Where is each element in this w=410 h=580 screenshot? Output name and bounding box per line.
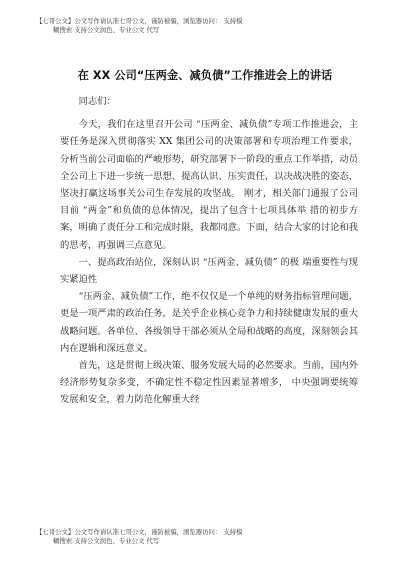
paragraph-significance: “压两金、减负债”工作，绝不仅仅是一个单纯的财务指标管理问题，更是一项严肃的政治任务，是关乎企业核心竞争力和持续健康发展的重大战略问题。各单位、各级领导干部必须从全局和战略的高度，深刻领会其内在逻辑和深远意义。 [60, 291, 358, 354]
paragraph-first-point: 首先，这是贯彻上级决策、服务发展大局的必然要求。当前，国内外经济形势复杂多变，不确定性不稳定性因素显著增多， 中央强调要统筹发展和安全，着力防范化解重大经 [60, 360, 358, 406]
header-note-line-2: 糊搜索 支持公文润色、专业公文 代写 [53, 26, 160, 34]
header-watermark-note [36, 17, 386, 35]
section-heading-1: 一、提高政治站位，深刻认识 “压两金、减负债” 的极 端重要性与现实紧迫性 [60, 256, 358, 286]
footer-note-line-2: 糊搜索 支持公文润色、专业公文 代写 [53, 537, 160, 545]
footer-note-line-1: 【七哥公文】公文写作请认准七哥公文，谨防被骗，浏览器访问： 支持模 [36, 528, 243, 536]
footer-watermark-note [36, 528, 386, 546]
document-title: 在 XX 公司“压两金、减负债”工作推进会上的讲话 [77, 69, 333, 82]
paragraph-opening: 今天，我们在这里召开公司 “压两金、减负债”专项工作推进会，主要任务是深入贯彻落实 XX 集团公司的决策部署和专项治理工作要求，分析当前公司面临的严峻形势，研究部署下一阶段的重点工作举措，动员全公司上下进一步统一思想、提高认识、压实责任，以决战决胜的姿态，坚决打赢这场事关公司生存发展的攻坚战。 刚才，相关部门通报了公司目前 “两金”和负债的总体情况，提出了包含十七项具体举 措的初步方案，明确了责任分工和完成时限，我都同意。下面，结合大家的讨论和我的思考，再强调三点意见。 [60, 119, 358, 251]
header-note-line-1: 【七哥公文】公文写作请认准七哥公文，谨防被骗，浏览器访问： 支持模 [36, 17, 243, 25]
document-body [60, 91, 358, 409]
salutation: 同志们： [78, 96, 116, 107]
